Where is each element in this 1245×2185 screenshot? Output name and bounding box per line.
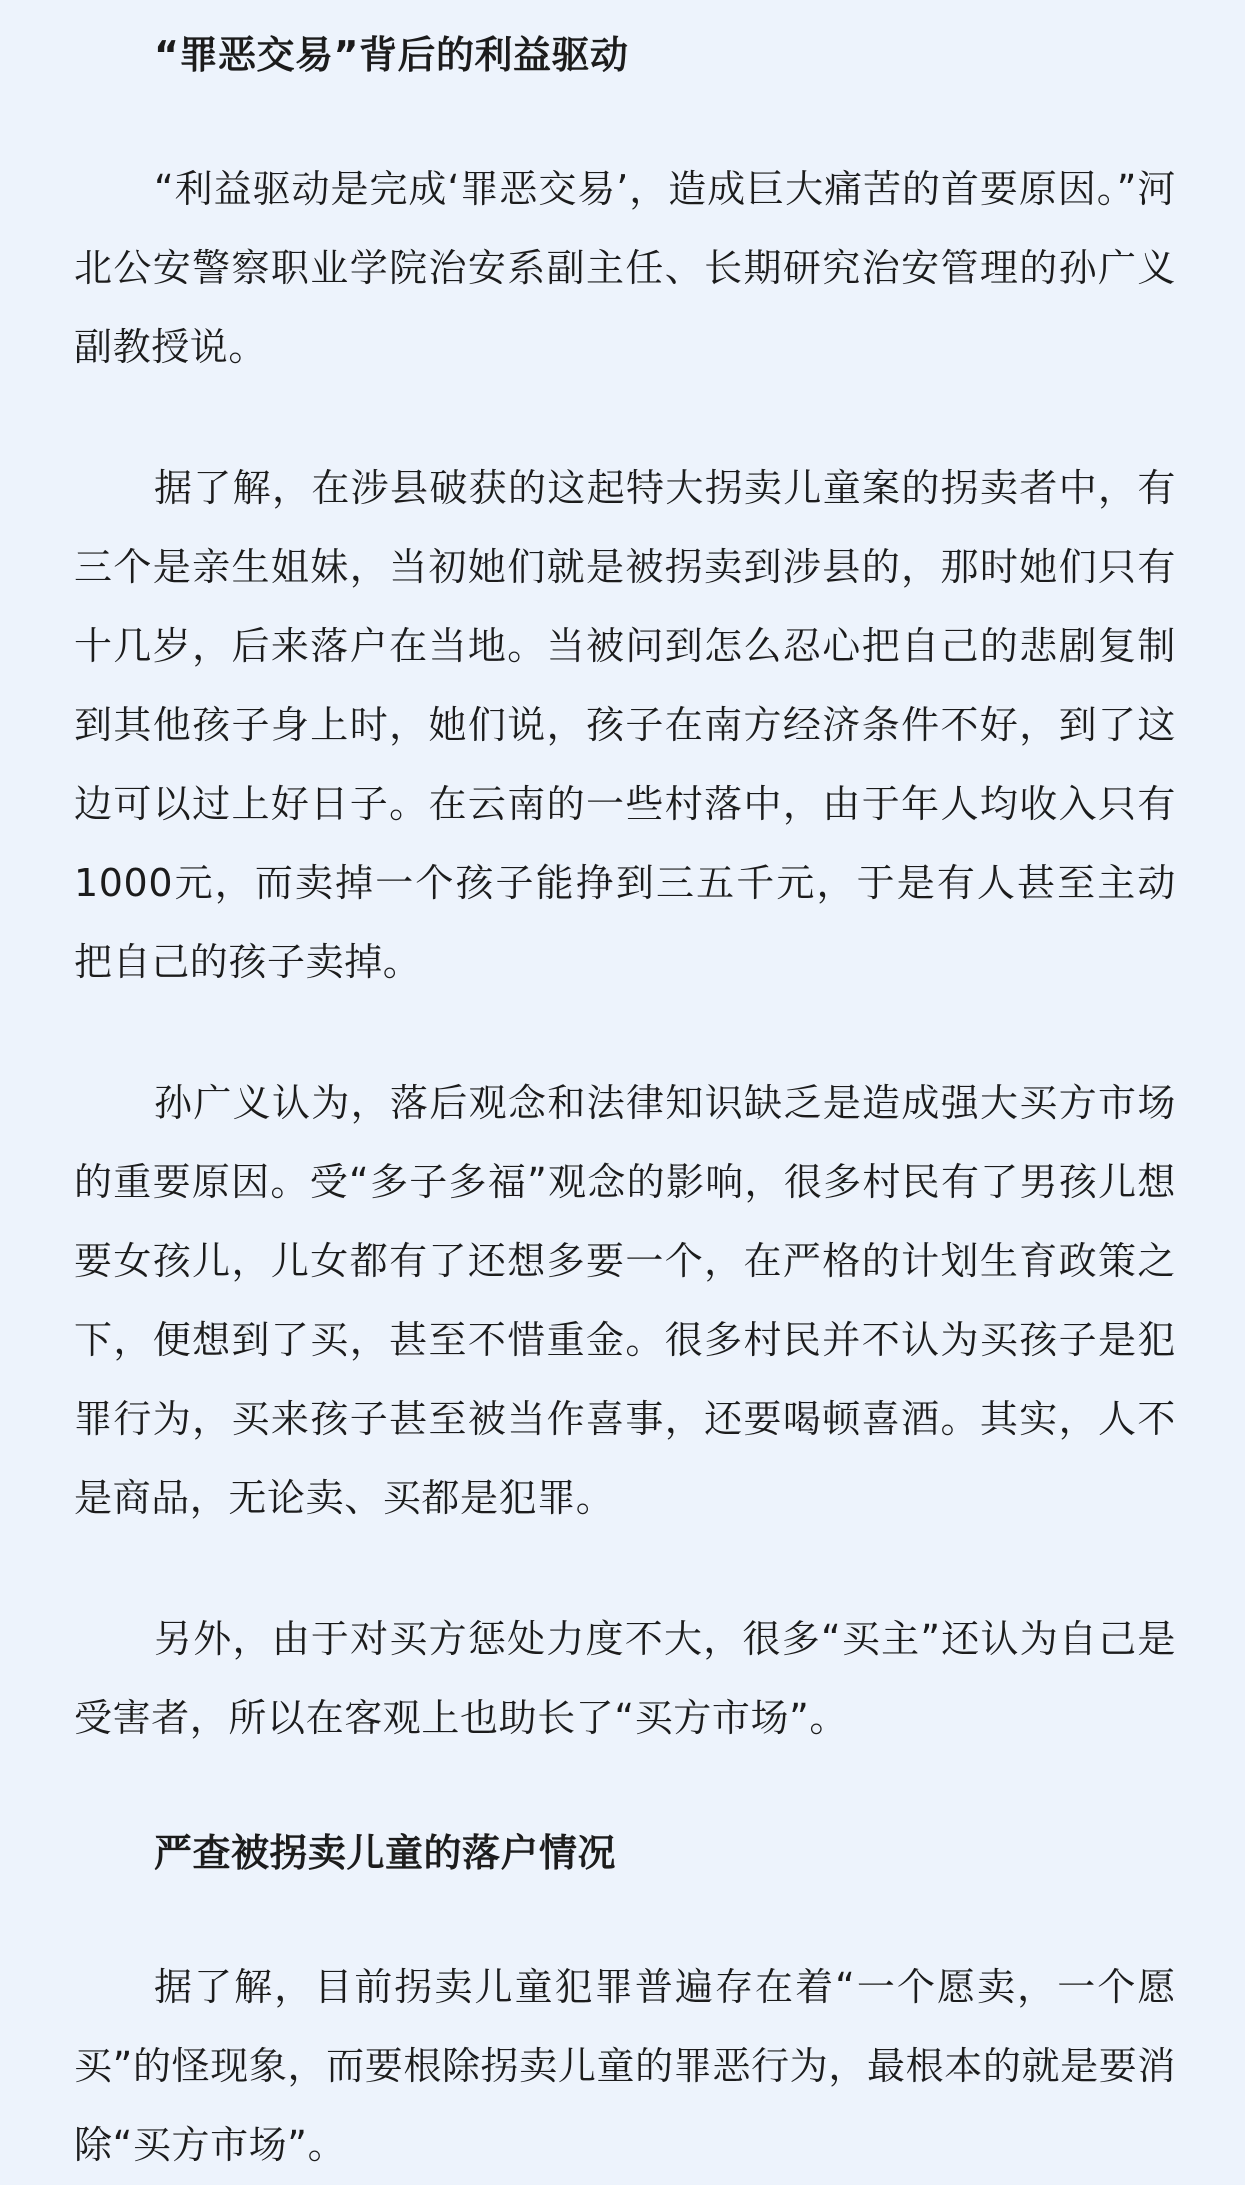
section-heading-profit-motive: “罪恶交易”背后的利益驱动 xyxy=(154,33,629,77)
section-heading-household-check: 严查被拐卖儿童的落户情况 xyxy=(154,1831,617,1875)
paragraph-quote-sun-guangyi: “利益驱动是完成‘罪恶交易’，造成巨大痛苦的首要原因。”河北公安警察职业学院治安系副主任、长期研究治安管理的孙广义副教授说。 xyxy=(74,167,1176,369)
paragraph-buyer-market-causes: 孙广义认为，落后观念和法律知识缺乏是造成强大买方市场的重要原因。受“多子多福”观念的影响，很多村民有了男孩儿想要女孩儿，儿女都有了还想多要一个，在严格的计划生育政策之下，便想到了买，甚至不惜重金。很多村民并不认为买孩子是犯罪行为，买来孩子甚至被当作喜事，还要喝顿喜酒。其实，人不是商品，无论卖、买都是犯罪。 xyxy=(74,1081,1176,1520)
paragraph-buyer-punishment: 另外，由于对买方惩处力度不大，很多“买主”还认为自己是受害者，所以在客观上也助长了“买方市场”。 xyxy=(74,1617,1176,1740)
paragraph-shexian-case: 据了解，在涉县破获的这起特大拐卖儿童案的拐卖者中，有三个是亲生姐妹，当初她们就是被拐卖到涉县的，那时她们只有十几岁，后来落户在当地。当被问到怎么忍心把自己的悲剧复制到其他孩子身上时，她们说，孩子在南方经济条件不好，到了这边可以过上好日子。在云南的一些村落中，由于年人均收入只有1000元，而卖掉一个孩子能挣到三五千元，于是有人甚至主动把自己的孩子卖掉。 xyxy=(74,466,1176,984)
paragraph-eliminate-buyer-market: 据了解，目前拐卖儿童犯罪普遍存在着“一个愿卖，一个愿买”的怪现象，而要根除拐卖儿童的罪恶行为，最根本的就是要消除“买方市场”。 xyxy=(74,1965,1176,2167)
